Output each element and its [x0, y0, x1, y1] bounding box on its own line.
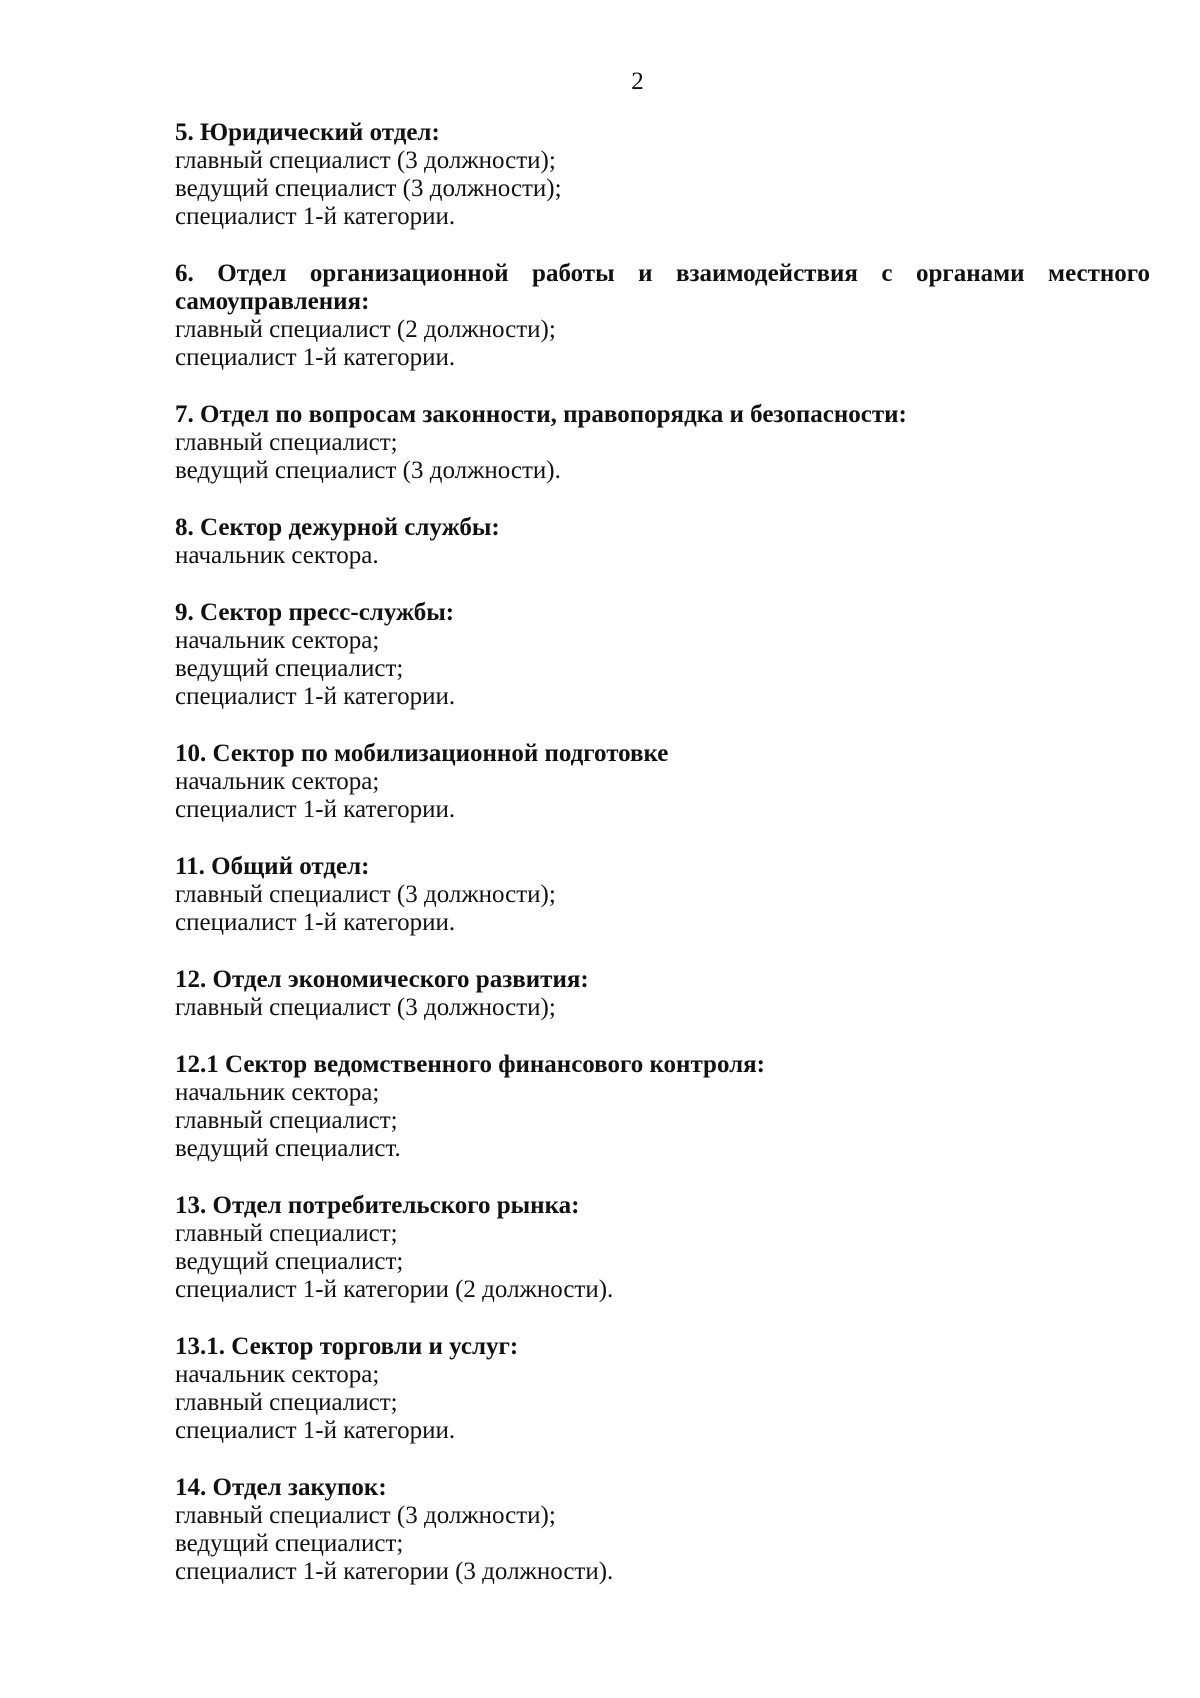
position-line: ведущий специалист;	[175, 1530, 404, 1557]
position-line: главный специалист (3 должности);	[175, 1502, 556, 1529]
position-line: начальник сектора;	[175, 768, 380, 795]
position-line: главный специалист;	[175, 1389, 398, 1416]
position-line: специалист 1-й категории (2 должности).	[175, 1276, 614, 1303]
position-line: главный специалист;	[175, 1220, 398, 1247]
position-line: специалист 1-й категории.	[175, 1417, 456, 1444]
position-line: главный специалист;	[175, 1107, 398, 1134]
section-6	[175, 260, 1150, 372]
section-heading: 9. Сектор пресс-службы:	[175, 599, 455, 626]
section-5	[175, 119, 1150, 231]
position-line: начальник сектора;	[175, 1079, 380, 1106]
section-10	[175, 740, 1150, 824]
position-line: специалист 1-й категории.	[175, 796, 456, 823]
position-line: специалист 1-й категории.	[175, 683, 456, 710]
section-11	[175, 853, 1150, 937]
section-heading: 12.1 Сектор ведомственного финансового контроля:	[175, 1051, 766, 1078]
position-line: начальник сектора;	[175, 627, 380, 654]
section-7	[175, 401, 1150, 485]
position-line: ведущий специалист;	[175, 1248, 404, 1275]
page-number: 2	[631, 68, 644, 95]
section-heading: 6. Отдел организационной работы и взаимодействия с органами местного самоуправления:	[175, 260, 1150, 315]
position-line: специалист 1-й категории.	[175, 344, 456, 371]
position-line: специалист 1-й категории.	[175, 909, 456, 936]
section-heading: 13.1. Сектор торговли и услуг:	[175, 1333, 519, 1360]
position-line: главный специалист (3 должности);	[175, 147, 556, 174]
position-line: ведущий специалист (3 должности).	[175, 457, 561, 484]
section-12	[175, 966, 1150, 1022]
position-line: специалист 1-й категории (3 должности).	[175, 1558, 614, 1585]
section-heading: 14. Отдел закупок:	[175, 1474, 387, 1501]
document-body	[175, 119, 1150, 1586]
position-line: начальник сектора;	[175, 1361, 380, 1388]
section-heading: 11. Общий отдел:	[175, 853, 370, 880]
position-line: главный специалист (3 должности);	[175, 881, 556, 908]
section-heading: 8. Сектор дежурной службы:	[175, 514, 500, 541]
position-line: ведущий специалист.	[175, 1135, 401, 1162]
section-heading: 5. Юридический отдел:	[175, 119, 440, 146]
section-12-1	[175, 1051, 1150, 1163]
position-line: главный специалист;	[175, 429, 398, 456]
position-line: главный специалист (3 должности);	[175, 994, 556, 1021]
position-line: главный специалист (2 должности);	[175, 316, 556, 343]
section-13	[175, 1192, 1150, 1304]
position-line: специалист 1-й категории.	[175, 203, 456, 230]
section-heading: 7. Отдел по вопросам законности, правопорядка и безопасности:	[175, 401, 907, 428]
section-9	[175, 599, 1150, 711]
position-line: ведущий специалист (3 должности);	[175, 175, 562, 202]
section-heading: 13. Отдел потребительского рынка:	[175, 1192, 580, 1219]
position-line: ведущий специалист;	[175, 655, 404, 682]
section-heading: 12. Отдел экономического развития:	[175, 966, 589, 993]
section-heading: 10. Сектор по мобилизационной подготовке	[175, 740, 669, 767]
section-13-1	[175, 1333, 1150, 1445]
section-8	[175, 514, 1150, 570]
position-line: начальник сектора.	[175, 542, 379, 569]
section-14	[175, 1474, 1150, 1586]
